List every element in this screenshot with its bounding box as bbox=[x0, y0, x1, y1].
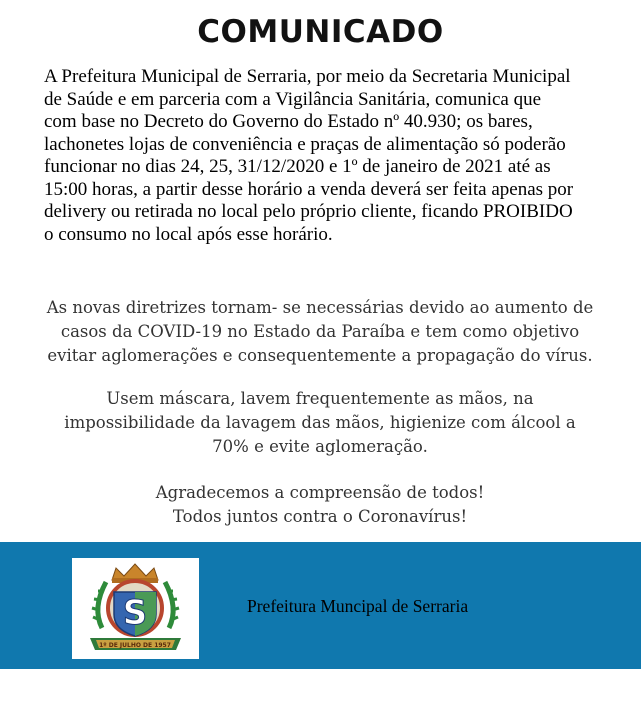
svg-text:1º DE JULHO DE 1957: 1º DE JULHO DE 1957 bbox=[99, 642, 171, 649]
intro-line: funcionar no dias 24, 25, 31/12/2020 e 1º de janeiro de 2021 até as bbox=[44, 156, 551, 177]
footer-org-name: Prefeitura Muncipal de Serraria bbox=[247, 596, 469, 616]
guidelines-paragraph bbox=[20, 296, 620, 368]
guideline-line: As novas diretrizes tornam- se necessárias devido ao aumento de bbox=[46, 298, 594, 317]
intro-line: delivery ou retirada no local pelo próprio cliente, ficando PROIBIDO bbox=[44, 201, 573, 222]
announcement-paragraph bbox=[44, 66, 624, 246]
mask-line: impossibilidade da lavagem das mãos, higienize com álcool a bbox=[64, 413, 576, 432]
footer-banner bbox=[0, 542, 641, 669]
intro-line: com base no Decreto do Governo do Estado nº 40.930; os bares, bbox=[44, 111, 533, 132]
intro-line: lachonetes lojas de conveniência e praças de alimentação só poderão bbox=[44, 133, 566, 155]
thanks-line: Agradecemos a compreensão de todos! bbox=[155, 483, 485, 502]
intro-line: o consumo no local após esse horário. bbox=[44, 223, 333, 245]
intro-line: de Saúde e em parceria com a Vigilância Sanitária, comunica que bbox=[44, 88, 542, 110]
thanks-line: Todos juntos contra o Coronavírus! bbox=[172, 507, 468, 526]
mask-line: 70% e evite aglomeração. bbox=[212, 437, 428, 456]
guideline-line: evitar aglomerações e consequentemente a propagação do vírus. bbox=[47, 346, 593, 365]
svg-text:S: S bbox=[122, 593, 148, 633]
thanks-paragraph bbox=[20, 481, 620, 529]
logo-frame bbox=[72, 558, 199, 659]
municipal-coat-of-arms-icon bbox=[72, 558, 199, 659]
intro-line: A Prefeitura Municipal de Serraria, por meio da Secretaria Municipal bbox=[44, 66, 571, 87]
mask-line: Usem máscara, lavem frequentemente as mãos, na bbox=[106, 389, 534, 408]
page-title: COMUNICADO bbox=[197, 14, 444, 50]
intro-line: 15:00 horas, a partir desse horário a venda deverá ser feita apenas por bbox=[44, 178, 574, 200]
guideline-line: casos da COVID-19 no Estado da Paraíba e tem como objetivo bbox=[60, 322, 580, 341]
mask-paragraph bbox=[20, 387, 620, 459]
